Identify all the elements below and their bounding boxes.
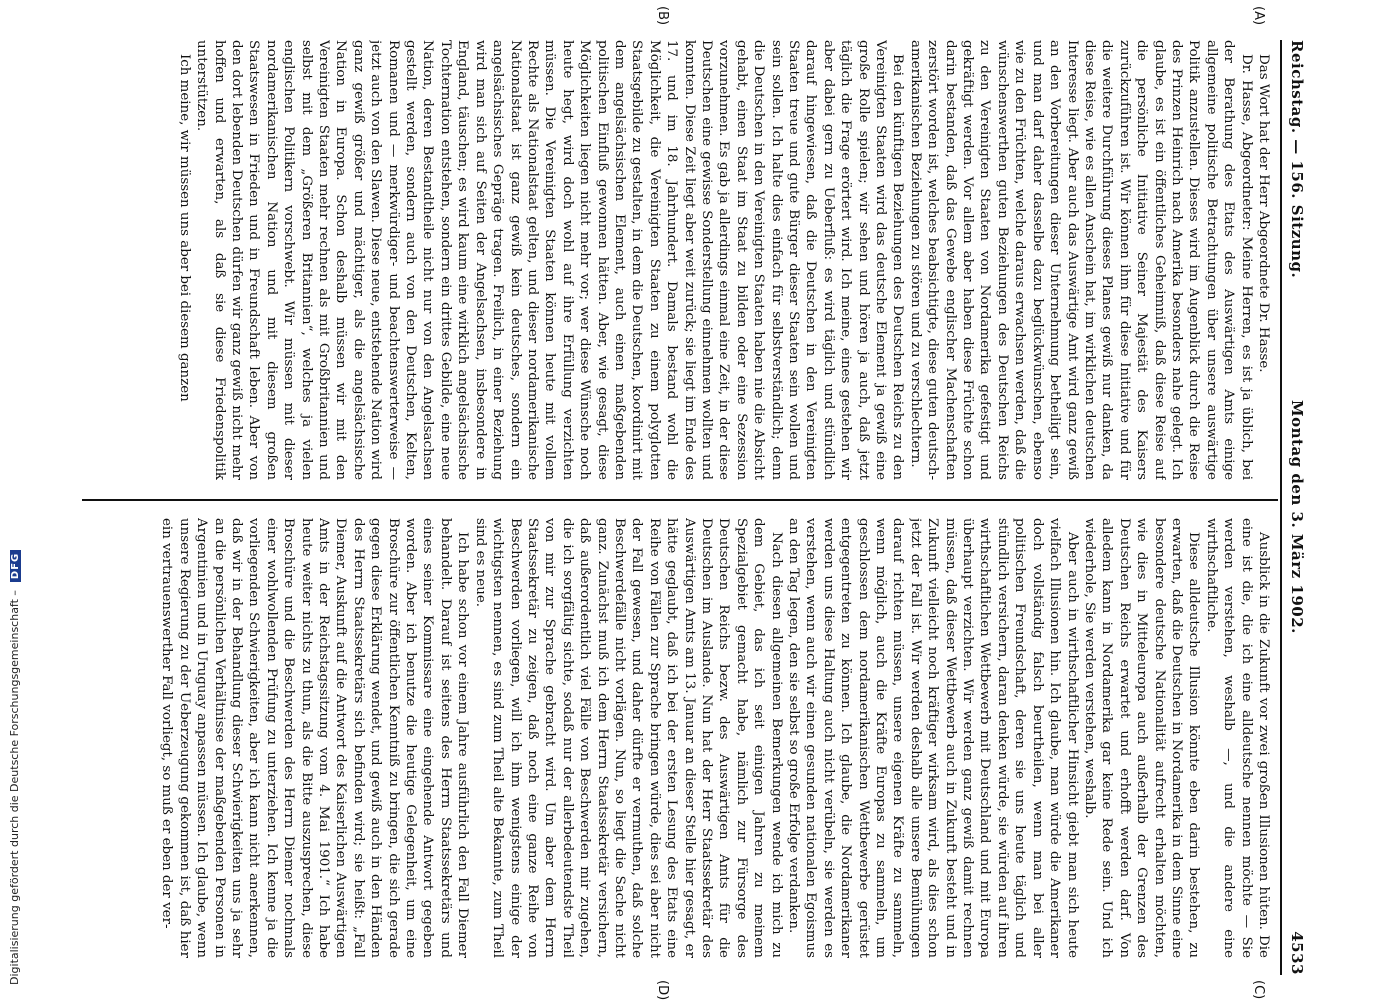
margin-mark-a: (A) xyxy=(1251,6,1266,26)
paragraph: Ausblick in die Zukunft vor zwei großen Illusionen hüten. Die eine ist die, die ich eine alldeutsche nennen möchte — Sie werden verstehen, weshalb —, und die andere eine wirthschaftliche. xyxy=(1203,518,1271,958)
left-column xyxy=(82,40,1272,480)
paragraph: Diese alldeutsche Illusion könnte eben darin bestehen, zu erwarten, daß die Deutschen in Nordamerika in dem Sinne eine besondere deutsche Nationalität aufrecht erhalten möchten, wie dies in Mitteleuropa auch außerhalb der Grenzen des Deutschen Reichs erwartet und erhofft werden darf. Von alledem kann in Nordamerika gar keine Rede sein. Und ich wiederhole, Sie werden verstehen, weshalb. xyxy=(1081,518,1202,958)
margin-mark-c: (C) xyxy=(1251,980,1266,1000)
margin-mark-d: (D) xyxy=(655,980,670,1000)
page-number: 4533 xyxy=(1288,931,1306,975)
paragraph: Ich meine, wir müssen uns aber bei diesem ganzen xyxy=(176,54,192,402)
paragraph: Ich habe schon vor einem Jahre ausführlich den Fall Diemer behandelt. Darauf ist seitens des Herrn Staatssekretärs und eines seiner Kommissare eine eingehende Antwort gegeben worden. Aber ich benutze die heutige Gelegenheit, um eine Broschüre zur öffentlichen Kenntniß zu bringen, die sich gerade gegen diese Erklärung wendet, und gewiß auch in den Händen des Herrn Staatssekretärs sich befinden wird; sie heißt: „Fall Diemer, Auskunft auf die Antwort des Kaiserlichen Auswärtigen Amts in der Reichstagssitzung vom 4. Mai 1901.“ Ich habe heute weiter nichts zu thun, als die Bitte auszusprechen, diese Broschüre und die Beschwerden des Herrn Diemer nochmals einer wohlwollenden Prüfung zu unterziehen. Ich kenne ja die vorliegenden Schwierigkeiten, aber ich kann nicht anerkennen, daß wir in der Behandlung dieser Schwierigkeiten uns ja sehr an die persönlichen Verhältnisse der maßgebenden Personen in Argentinien und in Uruguay anpassen müssen. Ich glaube, wenn unsere Regierung zu der Ueberzeugung gekommen ist, daß hier ein vertrauenswerther Fall vorliegt, so muß er eben der ver- xyxy=(159,518,471,958)
dfg-logo: DFG xyxy=(10,550,21,582)
digitization-credit xyxy=(8,0,21,985)
credit-text: Digitalisierung gefördert durch die Deutsche Forschungsgemeinschaft – xyxy=(8,590,21,985)
header-date: Montag den 3. März 1902. xyxy=(1288,400,1306,634)
column-divider xyxy=(82,499,1278,501)
paragraph: Das Wort hat der Herr Abgeordnete Dr. Hasse. xyxy=(1256,54,1271,373)
paragraph: Bei den künftigen Beziehungen des Deutschen Reichs zu den Vereinigten Staaten wird das deutsche Element ja gewiß eine große Rolle spielen; wir sehen und hören ja auch, daß jetzt täglich die Frage erörtert wird. Ich meine, eines gestehen wir aber dabei gern zu Ueberfluß: es wird täglich und stündlich darauf hingewiesen, daß die Deutschen in den Vereinigten Staaten treue und gute Bürger dieser Staaten sein wollen und sein sollen. Ich halte dies einfach für selbstverständlich; denn die Deutschen in den Vereinigten Staaten haben nie die Absicht gehabt, einen Staat im Staat zu bilden oder eine Sezession vorzunehmen. Es gab ja allerdings einmal eine Zeit, in der diese Deutschen eine gewisse Sonderstellung einnehmen wollten und konnten. Diese Zeit liegt aber weit zurück; sie liegt im Ende des 17. und im 18. Jahrhundert. Damals bestand wohl die Möglichkeit, die Vereinigten Staaten zu einem polyglotten Staatsgebilde zu gestalten, in dem die Deutschen, koordinirt mit dem angelsächsischen Element, auch einen maßgebenden politischen Einfluß gewonnen hätten. Aber, wie gesagt, diese Möglichkeiten liegen nicht mehr vor; wer diese Wünsche noch heute hegt, wird doch wohl auf ihre Erfüllung verzichten müssen. Die Vereinigten Staaten können heute mit vollem Rechte als Nationalstaat gelten, und dieser nordamerikanische Nationalstaat ist ganz gewiß kein deutsches, sondern ein angelsächsisches Gepräge tragen. Freilich, in einer Beziehung wird man sich auf Seiten der Angelsachsen, insbesondere in England, täuschen; es wird kaum eine wirklich angelsächsische Tochternation entstehen, sondern ein drittes Gebilde, eine neue Nation, deren Bestandtheile nicht nur von den Angelsachsen gestellt werden, sondern auch von den Deutschen, Kelten, Romanen und — merkwürdiger- und beachtenswerterweise — jetzt auch von den Slawen. Diese neue, entstehende Nation wird ganz gewiß größer und mächtiger, als die angelsächsische Nation in Europa. Schon deshalb müssen wir mit den Vereinigten Staaten mehr rechnen als mit Großbritannien und selbst mit dem „Größeren Britannien“, welches ja vielen englischen Politikern vorschwebt. Wir müssen mit dieser nordamerikanischen Nation und mit diesem großen Staatswesen in Frieden und in Freundschaft leben. Aber von den dort lebenden Deutschen dürfen wir ganz gewiß nicht mehr hoffen und erwarten, als daß sie diese Friedenspolitik unterstützen. xyxy=(194,40,906,480)
page-header xyxy=(1280,40,1310,975)
paragraph: Nach diesen allgemeinen Bemerkungen wende ich mich zu dem Gebiet, das ich seit einigen Jahren zu meinem Spezialgebiet gemacht habe, nämlich zur Fürsorge des Deutschen Reichs bezw. des Auswärtigen Amts für die Deutschen im Auslande. Nun hat der Herr Staatssekretär des Auswärtigen Amts am 13. Januar an dieser Stelle hier gesagt, er hätte geglaubt, daß ich bei der ersten Lesung des Etats eine Reihe von Fällen zur Sprache bringen würde, dies sei aber nicht der Fall gewesen, und daher dürfte er vermuthen, daß solche Beschwerdefälle nicht vorlägen. Nun, so liegt die Sache nicht ganz. Zunächst muß ich dem Herrn Staatssekretär versichern, daß außerordentlich viel Fälle von Beschwerden mir zugehen, die ich sorgfältig sichte, sodaß nur der allerbedeutendste Theil von mir zur Sprache gebracht wird. Um aber dem Herrn Staatssekretär zu zeigen, daß noch eine ganze Reihe von Beschwerden vorliegen, will ich ihm wenigstens einige der wichtigsten nennen, es sind zum Theil alte Bekannte, zum Theil sind es neue. xyxy=(472,518,784,958)
right-column xyxy=(82,518,1272,958)
rotated-page xyxy=(80,6,1310,1000)
paragraph: Aber auch in wirthschaftlicher Hinsicht giebt man sich heute vielfach Illusionen hin. Ich glaube, man würde die Amerikaner doch vollständig falsch beurtheilen, wenn man bei aller politischen Freundschaft, deren sie uns heute täglich und stündlich versichern, daran denken würde, sie würden auf ihren wirthschaftlichen Wettbewerb mit Deutschland und mit Europa überhaupt verzichten. Wir werden ganz gewiß damit rechnen müssen, daß dieser Wettbewerb auch in Zukunft besteht und in Zukunft vielleicht noch kräftiger wirksam wird, als dies schon jetzt der Fall ist. Wir werden deshalb alle unsere Bemühungen darauf richten müssen, unsere eigenen Kräfte zu sammeln, wenn möglich, auch die Kräfte Europas zu sammeln, um geschlossen dem nordamerikanischen Wettbewerbe gerüstet entgegentreten zu können. Ich glaube, die Nordamerikaner werden uns diese Haltung auch nicht verübeln, sie werden es verstehen, wenn auch wir einen gesunden nationalen Egoismus an den Tag legen, den sie selbst so große Erfolge verdanken. xyxy=(786,518,1080,958)
margin-mark-b: (B) xyxy=(655,6,670,26)
paragraph: Dr. Hasse, Abgeordneter: Meine Herren, es ist ja üblich, bei der Berathung des Etats des Auswärtigen Amts einige allgemeine politische Betrachtungen über unsere auswärtige Politik anzustellen. Dieses wird im Augenblick durch die Reise des Prinzen Heinrich nach Amerika besonders nahe gelegt. Ich glaube, es ist ein öffentliches Geheimniß, daß diese Reise auf die persönliche Initiative Seiner Majestät des Kaisers zurückzuführen ist. Wir können ihm für diese Initiative und für die weitere Durchführung dieses Planes gewiß nur danken, da diese Reise, wie es allen Anschein hat, im wirklichen deutschen Interesse liegt. Aber auch das Auswärtige Amt wird ganz gewiß an den Vorbereitungen dieser Unternehmung betheiligt sein, und man darf daher dasselbe dazu beglückwünschen, ebenso wie zu den Früchten, welche daraus erwachsen werden, daß die wünschenswerthen guten Beziehungen des Deutschen Reichs zu den Vereinigten Staaten von Nordamerika gefestigt und gekräftigt werden. Vor allem aber haben diese Früchte schon darin bestanden, daß das Gewebe englischer Machenschaften zerstört worden ist, welches beabsichtigte, diese guten deutsch-amerikanischen Beziehungen zu stören und zu verschlechtern. xyxy=(907,40,1254,480)
header-session: Reichstag. — 156. Sitzung. xyxy=(1288,40,1306,279)
